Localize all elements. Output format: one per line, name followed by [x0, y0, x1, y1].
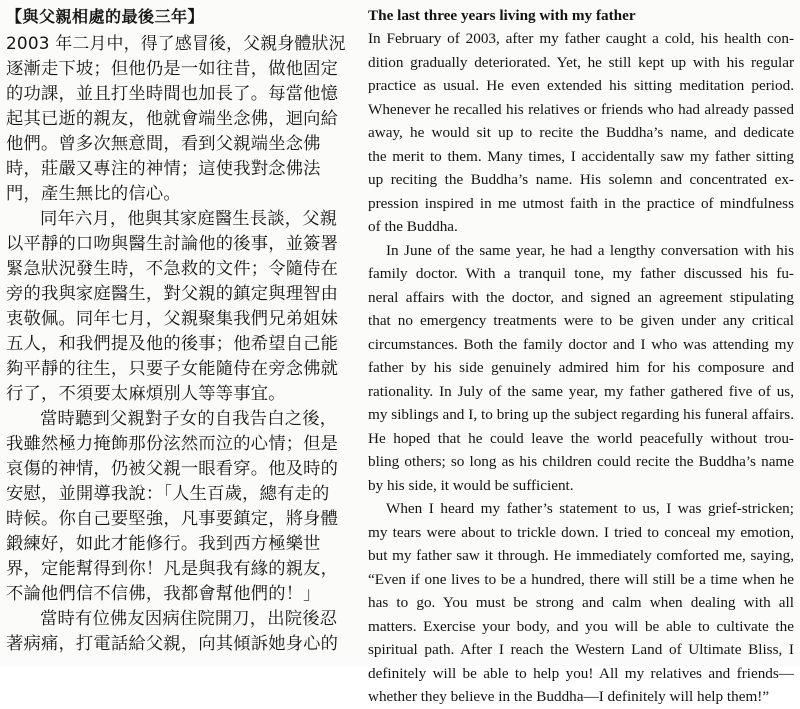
english-text-line: my tears were about to trickle down. I tried to conceal my emotion,: [368, 523, 794, 541]
chinese-text-line: 2003 年二月中，得了感冒後，父親身體狀況: [6, 34, 346, 54]
chinese-text-line: 當時聽到父親對子女的自我告白之後，: [40, 409, 338, 429]
chinese-text-line: 的功課，並且打坐時間也加長了。每當他憶: [6, 84, 339, 104]
chinese-column: [6, 6, 346, 657]
english-text-line: definitely will be able to help you! All my relatives and friends—: [368, 664, 794, 682]
english-text-line: He hoped that he could leave the world peacefully without trou-: [368, 429, 794, 447]
english-text-line: up reciting the Buddha’s name. His solemn and concentrated ex-: [368, 171, 794, 188]
english-text-line: pression inspired in me utmost faith in the practice of mindfulness: [368, 194, 794, 212]
chinese-title: 【與父親相處的最後三年】: [6, 7, 205, 26]
english-text-line: matters. Exercise your body, and you will be able to cultivate the: [368, 617, 794, 635]
chinese-text-line: 界，定能幫得到你！凡是與我有緣的親友，: [6, 559, 339, 579]
chinese-text-line: 同年六月，他與其家庭醫生長談，父親: [40, 209, 338, 229]
chinese-text-line: 夠平靜的往生，只要子女能隨侍在旁念佛就: [6, 359, 339, 379]
chinese-text-line: 時，莊嚴又專注的神情；這使我對念佛法: [6, 159, 321, 179]
english-text-line: In February of 2003, after my father caught a cold, his health con-: [368, 30, 794, 47]
chinese-text-line: 當時有位佛友因病住院開刀，出院後忍: [40, 609, 338, 629]
english-body: [368, 27, 794, 709]
english-text-line: by his side, it would be sufficient.: [368, 476, 574, 494]
chinese-text-line: 門，產生無比的信心。: [6, 184, 181, 204]
english-text-line: spiritual path. After I reach the Western Land of Ultimate Bliss, I: [368, 641, 794, 658]
english-text-line: When I heard my father’s statement to us, I was grief-stricken;: [386, 500, 794, 517]
english-text-line: of the Buddha.: [368, 218, 458, 235]
chinese-text-line: 起其已逝的親友，他就會端坐念佛，迴向給: [6, 109, 339, 129]
english-text-line: dition gradually deteriorated. Yet, he still kept up with his regular: [368, 53, 794, 71]
chinese-text-line: 五人，和我們提及他的後事；他希望自己能: [6, 334, 339, 354]
chinese-text-line: 著病痛，打電話給父親，向其傾訴她身心的: [6, 634, 339, 654]
english-text-line: my siblings and I, to bring up the subject regarding his funeral affairs.: [368, 406, 794, 423]
chinese-text-line: 哀傷的神情，仍被父親一眼看穿。他及時的: [6, 459, 339, 479]
chinese-text-line: 以平靜的口吻與醫生討論他的後事，並簽署: [6, 234, 339, 254]
english-text-line: In June of the same year, he had a lengthy conversation with his: [386, 241, 794, 259]
chinese-text-line: 時候。你自己要堅強，凡事要鎮定，將身體: [6, 509, 339, 529]
english-text-line: father by his side genuinely admired him for his composure and: [368, 359, 794, 376]
chinese-text-line: 我雖然極力掩飾那份泫然而泣的心情；但是: [6, 434, 339, 454]
chinese-text-line: 他們。曾多次無意間，看到父親端坐念佛: [6, 134, 321, 154]
english-text-line: but my father saw it through. He immediately comforted me, saying,: [368, 547, 794, 564]
english-text-line: the merit to them. Many times, I accidentally saw my father sitting: [368, 147, 794, 165]
chinese-text-line: 緊急狀況發生時，不急救的文件；令隨侍在: [6, 259, 339, 279]
english-text-line: neral affairs with the doctor, and signed an agreement stipulating: [368, 288, 794, 306]
chinese-text-line: 逐漸走下坡；但他仍是一如往昔，做他固定: [6, 59, 339, 79]
english-text-line: circumstances. Both the family doctor and I who was attending my: [368, 335, 794, 353]
english-text-line: family doctor. With a tranquil tone, my father discussed his fu-: [368, 265, 794, 282]
chinese-text-line: 不論他們信不信佛，我都會幫他們的！」: [6, 584, 321, 604]
english-title: The last three years living with my father: [368, 7, 636, 24]
english-text-line: bling others; so long as his children could recite the Buddha’s name: [368, 453, 794, 470]
chinese-text-line: 衷敬佩。同年七月，父親聚集我們兄弟姐妹: [6, 309, 339, 329]
english-text-line: Whenever he recalled his relatives or friends who had already passed: [368, 100, 794, 118]
chinese-text-line: 行了，不須要太麻煩別人等等事宜。: [6, 384, 286, 404]
english-text-line: whether they believe in the Buddha—I definitely will help them!”: [368, 688, 770, 705]
english-text-line: has to go. You must be strong and calm when dealing with all: [368, 594, 794, 611]
english-text-line: “Even if one lives to be a hundred, there will still be a time when he: [368, 570, 794, 588]
chinese-body: [6, 32, 346, 657]
chinese-text-line: 旁的我與家庭醫生，對父親的鎮定與理智由: [6, 284, 339, 304]
english-column: [368, 6, 794, 709]
english-text-line: practice as usual. He even extended his sitting meditation period.: [368, 77, 794, 94]
chinese-text-line: 鍛練好，如此才能修行。我到西方極樂世: [6, 534, 321, 554]
english-text-line: away, he would sit up to recite the Buddha’s name, and dedicate: [368, 124, 794, 141]
english-text-line: rationality. In July of the same year, my father gathered five of us,: [368, 382, 794, 400]
english-text-line: that no emergency treatments were to be given under any critical: [368, 312, 794, 329]
chinese-text-line: 安慰，並開導我說：「人生百歲，總有走的: [6, 484, 330, 504]
